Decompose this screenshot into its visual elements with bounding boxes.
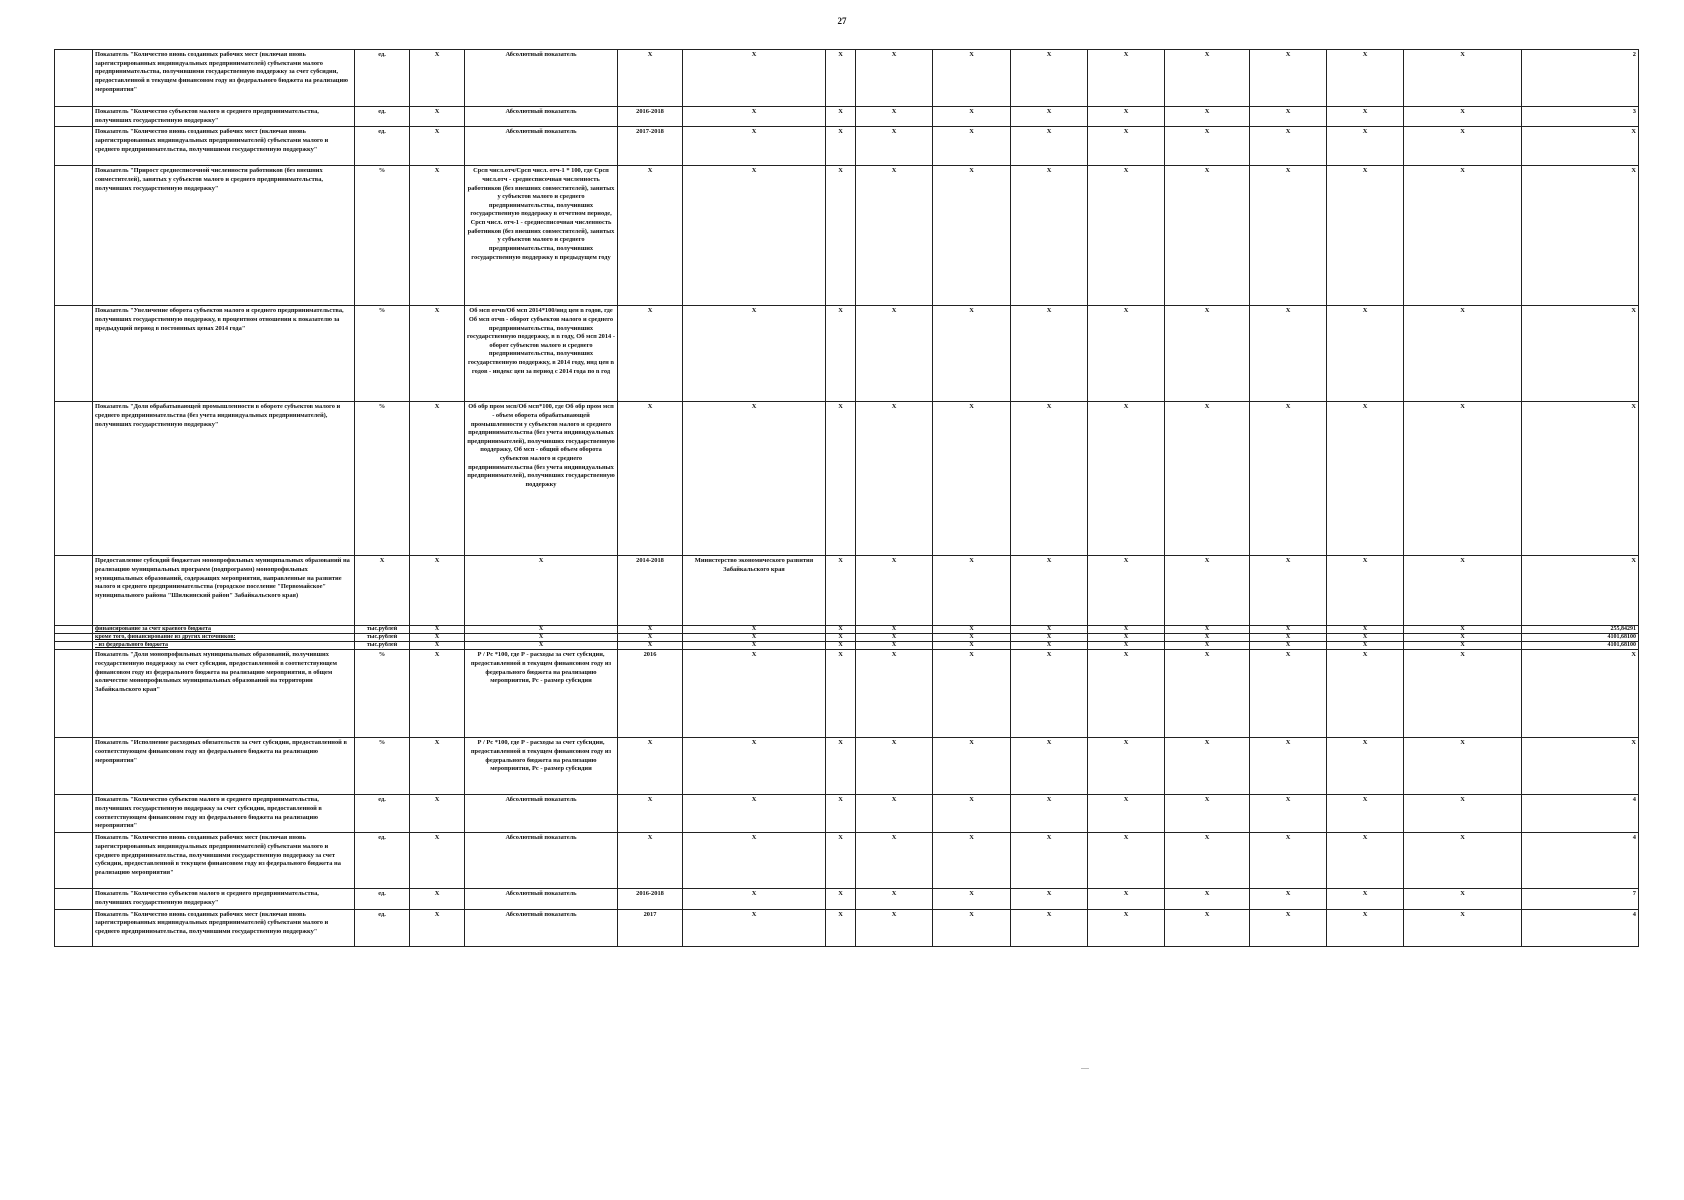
value-cell: X <box>1250 107 1327 127</box>
executor-cell: X <box>683 738 826 795</box>
page-number: 27 <box>837 16 847 26</box>
value-cell: X <box>856 889 933 909</box>
basis-cell: X <box>410 166 465 306</box>
executor-cell: X <box>683 650 826 738</box>
table-row <box>55 833 1639 889</box>
value-cell: X <box>1011 795 1088 833</box>
value-cell: X <box>1165 642 1250 650</box>
unit-cell: % <box>355 650 410 738</box>
value-cell: X <box>856 909 933 946</box>
indicator-name: Показатель "Доля монопрофильных муниципальных образований, получивших государственную поддержку за счет субсидии, предоставленной в соответствующем финансовом году из федерального бюджета на реализацию мероприятия, в общем количестве монопрофильных муниципальных образований на территории Забайкальского края" <box>93 650 355 738</box>
basis-cell: X <box>410 642 465 650</box>
value-cell: X <box>1165 50 1250 107</box>
formula-cell: Об мсп отчn/Об мсп 2014*100/инд цен n годов, где Об мсп отчn - оборот субъектов малого и среднего предпринимательства, получивших государственную поддержку, в n году, Об мсп 2014 - оборот субъектов малого и среднего предпринимательства, получивших государственную поддержку, в 2014 году, инд цен n годов - индекс цен за период с 2014 года по n год <box>465 306 618 402</box>
value-cell: X <box>933 402 1011 556</box>
total-value-cell: 4101,68100 <box>1522 642 1639 650</box>
indicator-name: Показатель "Доля обрабатывающей промышленности в обороте субъектов малого и среднего предпринимательства (без учета индивидуальных предпринимателей), получивших государственную поддержку" <box>93 402 355 556</box>
value-cell: X <box>1327 889 1404 909</box>
value-cell: X <box>933 166 1011 306</box>
value-cell: X <box>1404 650 1522 738</box>
unit-cell: тыс.рублей <box>355 642 410 650</box>
value-cell: X <box>1250 556 1327 626</box>
value-cell: X <box>933 738 1011 795</box>
period-cell: X <box>618 50 683 107</box>
total-value-cell: 4101,68100 <box>1522 634 1639 642</box>
unit-cell: % <box>355 306 410 402</box>
basis-cell: X <box>410 738 465 795</box>
value-cell: X <box>933 889 1011 909</box>
value-cell: X <box>1165 889 1250 909</box>
executor-cell: X <box>683 889 826 909</box>
value-cell: X <box>1088 306 1165 402</box>
value-cell: X <box>1011 127 1088 166</box>
value-cell: X <box>856 50 933 107</box>
period-cell: X <box>618 166 683 306</box>
value-cell: X <box>1011 306 1088 402</box>
basis-cell: X <box>410 909 465 946</box>
unit-cell: % <box>355 166 410 306</box>
empty-cell <box>55 909 93 946</box>
value-cell: X <box>1404 50 1522 107</box>
formula-cell: X <box>465 634 618 642</box>
value-cell: X <box>1088 738 1165 795</box>
value-cell: X <box>826 795 856 833</box>
value-cell: X <box>1011 634 1088 642</box>
unit-cell: ед. <box>355 127 410 166</box>
total-value-cell: X <box>1522 738 1639 795</box>
indicator-name: Показатель "Количество субъектов малого и среднего предпринимательства, получивших государственную поддержку" <box>93 889 355 909</box>
empty-cell <box>55 127 93 166</box>
value-cell: X <box>1011 889 1088 909</box>
value-cell: X <box>826 833 856 889</box>
value-cell: X <box>826 889 856 909</box>
value-cell: X <box>933 909 1011 946</box>
executor-cell: X <box>683 634 826 642</box>
value-cell: X <box>1250 402 1327 556</box>
value-cell: X <box>933 107 1011 127</box>
unit-cell: тыс.рублей <box>355 634 410 642</box>
basis-cell: X <box>410 634 465 642</box>
unit-cell: ед. <box>355 50 410 107</box>
value-cell: X <box>1088 50 1165 107</box>
value-cell: X <box>1404 642 1522 650</box>
unit-cell: ед. <box>355 833 410 889</box>
indicator-name: Показатель "Увеличение оборота субъектов малого и среднего предпринимательства, получивших государственную поддержку, в процентном отношении к показателю за предыдущий период в постоянных ценах 2014 года" <box>93 306 355 402</box>
executor-cell: X <box>683 909 826 946</box>
empty-cell <box>55 306 93 402</box>
value-cell: X <box>1250 127 1327 166</box>
value-cell: X <box>1250 650 1327 738</box>
total-value-cell: X <box>1522 127 1639 166</box>
value-cell: X <box>1250 738 1327 795</box>
indicator-name: - из федерального бюджета <box>93 642 355 650</box>
formula-cell: Абсолютный показатель <box>465 889 618 909</box>
value-cell: X <box>826 402 856 556</box>
value-cell: X <box>1011 556 1088 626</box>
value-cell: X <box>826 634 856 642</box>
value-cell: X <box>1011 738 1088 795</box>
period-cell: 2017-2018 <box>618 127 683 166</box>
unit-cell: X <box>355 556 410 626</box>
basis-cell: X <box>410 795 465 833</box>
value-cell: X <box>933 626 1011 634</box>
executor-cell: X <box>683 166 826 306</box>
executor-cell: X <box>683 306 826 402</box>
value-cell: X <box>856 306 933 402</box>
value-cell: X <box>933 795 1011 833</box>
table-row <box>55 642 1639 650</box>
value-cell: X <box>1088 642 1165 650</box>
table-row <box>55 889 1639 909</box>
value-cell: X <box>1327 556 1404 626</box>
indicator-name: Показатель "Количество субъектов малого и среднего предпринимательства, получивших государственную поддержку" <box>93 107 355 127</box>
indicator-name: Показатель "Количество вновь созданных рабочих мест (включая вновь зарегистрированных индивидуальных предпринимателей) субъектами малого и среднего предпринимательства, получившими государственную поддержку" <box>93 909 355 946</box>
value-cell: X <box>826 650 856 738</box>
formula-cell: Срсп числ.отч/Срсп числ. отч-1 * 100, где Срсп числ.отч - среднесписочная численность работников (без внешних совместителей), занятых у субъектов малого и среднего предпринимательства, получивших государственную поддержку в отчетном периоде, Срсп числ. отч-1 - среднесписочная численность работников (без внешних совместителей), занятых у субъектов малого и среднего предпринимательства, получивших государственную поддержку в предыдущем году <box>465 166 618 306</box>
value-cell: X <box>1404 166 1522 306</box>
value-cell: X <box>1250 833 1327 889</box>
value-cell: X <box>826 50 856 107</box>
total-value-cell: X <box>1522 650 1639 738</box>
value-cell: X <box>826 738 856 795</box>
value-cell: X <box>1165 833 1250 889</box>
basis-cell: X <box>410 50 465 107</box>
value-cell: X <box>1011 166 1088 306</box>
period-cell: X <box>618 402 683 556</box>
empty-cell <box>55 402 93 556</box>
formula-cell: X <box>465 626 618 634</box>
indicator-name: Показатель "Исполнение расходных обязательств за счет субсидии, предоставленной в соответствующем финансовом году из федерального бюджета на реализацию мероприятия" <box>93 738 355 795</box>
value-cell: X <box>856 402 933 556</box>
period-cell: 2016 <box>618 650 683 738</box>
formula-cell: X <box>465 556 618 626</box>
indicators-table <box>54 49 1639 947</box>
value-cell: X <box>1327 306 1404 402</box>
value-cell: X <box>1327 795 1404 833</box>
period-cell: X <box>618 738 683 795</box>
empty-cell <box>55 650 93 738</box>
executor-cell: X <box>683 626 826 634</box>
basis-cell: X <box>410 833 465 889</box>
unit-cell: тыс.рублей <box>355 626 410 634</box>
total-value-cell: 7 <box>1522 889 1639 909</box>
value-cell: X <box>1250 909 1327 946</box>
period-cell: 2016-2018 <box>618 107 683 127</box>
value-cell: X <box>1011 650 1088 738</box>
value-cell: X <box>826 556 856 626</box>
value-cell: X <box>1165 650 1250 738</box>
value-cell: X <box>1327 626 1404 634</box>
value-cell: X <box>1327 738 1404 795</box>
value-cell: X <box>856 556 933 626</box>
unit-cell: % <box>355 402 410 556</box>
value-cell: X <box>1404 626 1522 634</box>
table-row <box>55 626 1639 634</box>
value-cell: X <box>1088 634 1165 642</box>
basis-cell: X <box>410 556 465 626</box>
value-cell: X <box>826 166 856 306</box>
value-cell: X <box>1165 738 1250 795</box>
executor-cell: X <box>683 50 826 107</box>
value-cell: X <box>1404 107 1522 127</box>
value-cell: X <box>1165 306 1250 402</box>
value-cell: X <box>933 642 1011 650</box>
value-cell: X <box>1404 127 1522 166</box>
value-cell: X <box>1327 634 1404 642</box>
value-cell: X <box>933 127 1011 166</box>
executor-cell: X <box>683 107 826 127</box>
basis-cell: X <box>410 306 465 402</box>
total-value-cell: 255,84291 <box>1522 626 1639 634</box>
value-cell: X <box>1088 795 1165 833</box>
value-cell: X <box>826 127 856 166</box>
value-cell: X <box>1088 402 1165 556</box>
executor-cell: X <box>683 127 826 166</box>
table-row <box>55 909 1639 946</box>
empty-cell <box>55 795 93 833</box>
value-cell: X <box>1327 127 1404 166</box>
period-cell: X <box>618 626 683 634</box>
value-cell: X <box>933 556 1011 626</box>
scan-mark <box>1081 1068 1089 1069</box>
indicator-name: кроме того, финансирование из других источников: <box>93 634 355 642</box>
table-row <box>55 556 1639 626</box>
value-cell: X <box>1404 889 1522 909</box>
table-row <box>55 166 1639 306</box>
value-cell: X <box>856 634 933 642</box>
value-cell: X <box>1011 833 1088 889</box>
period-cell: X <box>618 642 683 650</box>
executor-cell: X <box>683 402 826 556</box>
executor-cell: X <box>683 833 826 889</box>
value-cell: X <box>1327 650 1404 738</box>
value-cell: X <box>1011 50 1088 107</box>
empty-cell <box>55 50 93 107</box>
indicator-name: финансирование за счет краевого бюджета <box>93 626 355 634</box>
total-value-cell: X <box>1522 556 1639 626</box>
value-cell: X <box>1088 889 1165 909</box>
value-cell: X <box>1250 166 1327 306</box>
value-cell: X <box>1327 402 1404 556</box>
value-cell: X <box>1404 795 1522 833</box>
value-cell: X <box>1250 634 1327 642</box>
executor-cell: X <box>683 642 826 650</box>
value-cell: X <box>1011 642 1088 650</box>
value-cell: X <box>1250 50 1327 107</box>
value-cell: X <box>1011 909 1088 946</box>
table-row <box>55 107 1639 127</box>
formula-cell: X <box>465 642 618 650</box>
value-cell: X <box>933 306 1011 402</box>
value-cell: X <box>826 626 856 634</box>
total-value-cell: X <box>1522 166 1639 306</box>
value-cell: X <box>856 166 933 306</box>
value-cell: X <box>1088 626 1165 634</box>
total-value-cell: 2 <box>1522 50 1639 107</box>
value-cell: X <box>1404 306 1522 402</box>
value-cell: X <box>1165 107 1250 127</box>
period-cell: X <box>618 306 683 402</box>
empty-cell <box>55 107 93 127</box>
empty-cell <box>55 889 93 909</box>
value-cell: X <box>1088 833 1165 889</box>
value-cell: X <box>1165 795 1250 833</box>
value-cell: X <box>856 833 933 889</box>
formula-cell: Р / Рс *100, где Р - расходы за счет субсидии, предоставленной в текущем финансовом году из федерального бюджета на реализацию мероприятия, Рс - размер субсидии <box>465 650 618 738</box>
indicator-name: Показатель "Количество вновь созданных рабочих мест (включая вновь зарегистрированных индивидуальных предпринимателей) субъектами малого и среднего предпринимательства, получившими государственную поддержку" <box>93 127 355 166</box>
table-row <box>55 650 1639 738</box>
value-cell: X <box>1327 642 1404 650</box>
value-cell: X <box>1088 909 1165 946</box>
period-cell: X <box>618 833 683 889</box>
value-cell: X <box>1250 306 1327 402</box>
formula-cell: Абсолютный показатель <box>465 795 618 833</box>
value-cell: X <box>1165 909 1250 946</box>
value-cell: X <box>1404 556 1522 626</box>
total-value-cell: 4 <box>1522 909 1639 946</box>
unit-cell: ед. <box>355 795 410 833</box>
indicator-name: Показатель "Прирост среднесписочной численности работников (без внешних совместителей), занятых у субъектов малого и среднего предпринимательства, получивших государственную поддержку" <box>93 166 355 306</box>
empty-cell <box>55 642 93 650</box>
unit-cell: ед. <box>355 889 410 909</box>
period-cell: 2016-2018 <box>618 889 683 909</box>
value-cell: X <box>933 634 1011 642</box>
value-cell: X <box>1327 833 1404 889</box>
total-value-cell: 4 <box>1522 833 1639 889</box>
basis-cell: X <box>410 650 465 738</box>
empty-cell <box>55 738 93 795</box>
value-cell: X <box>1088 166 1165 306</box>
formula-cell: Абсолютный показатель <box>465 909 618 946</box>
value-cell: X <box>1165 166 1250 306</box>
value-cell: X <box>1250 795 1327 833</box>
formula-cell: Абсолютный показатель <box>465 50 618 107</box>
total-value-cell: X <box>1522 402 1639 556</box>
value-cell: X <box>1404 833 1522 889</box>
period-cell: X <box>618 634 683 642</box>
value-cell: X <box>856 626 933 634</box>
value-cell: X <box>1011 626 1088 634</box>
value-cell: X <box>856 738 933 795</box>
value-cell: X <box>1165 634 1250 642</box>
value-cell: X <box>1327 107 1404 127</box>
table-row <box>55 738 1639 795</box>
value-cell: X <box>933 650 1011 738</box>
total-value-cell: 4 <box>1522 795 1639 833</box>
basis-cell: X <box>410 889 465 909</box>
period-cell: X <box>618 795 683 833</box>
total-value-cell: X <box>1522 306 1639 402</box>
value-cell: X <box>826 306 856 402</box>
value-cell: X <box>856 127 933 166</box>
table-row <box>55 795 1639 833</box>
indicator-name: Показатель "Количество вновь созданных рабочих мест (включая вновь зарегистрированных индивидуальных предпринимателей) субъектами малого и среднего предпринимательства, получившими государственную поддержку за счет субсидии, предоставленной в текущем финансовом году из федерального бюджета на реализацию мероприятия" <box>93 833 355 889</box>
value-cell: X <box>826 107 856 127</box>
table-row <box>55 306 1639 402</box>
unit-cell: ед. <box>355 107 410 127</box>
value-cell: X <box>933 50 1011 107</box>
table-row <box>55 127 1639 166</box>
indicator-name: Предоставление субсидий бюджетам монопрофильных муниципальных образований на реализацию муниципальных программ (подпрограмм) монопрофильных муниципальных образований, содержащих мероприятия, направленные на развитие малого и среднего предпринимательства (городское поселение "Первомайское" муниципального района "Шилкинский район" Забайкальского края) <box>93 556 355 626</box>
basis-cell: X <box>410 107 465 127</box>
value-cell: X <box>1327 909 1404 946</box>
executor-cell: X <box>683 795 826 833</box>
value-cell: X <box>1165 402 1250 556</box>
value-cell: X <box>1404 738 1522 795</box>
value-cell: X <box>1165 626 1250 634</box>
unit-cell: % <box>355 738 410 795</box>
basis-cell: X <box>410 626 465 634</box>
value-cell: X <box>856 107 933 127</box>
value-cell: X <box>1088 127 1165 166</box>
indicator-name: Показатель "Количество субъектов малого и среднего предпринимательства, получивших государственную поддержку за счет субсидии, предоставленной в соответствующем финансовом году из федерального бюджета на реализацию мероприятия" <box>93 795 355 833</box>
value-cell: X <box>1250 626 1327 634</box>
basis-cell: X <box>410 402 465 556</box>
value-cell: X <box>1404 634 1522 642</box>
value-cell: X <box>826 909 856 946</box>
formula-cell: Абсолютный показатель <box>465 833 618 889</box>
table-row <box>55 50 1639 107</box>
empty-cell <box>55 556 93 626</box>
value-cell: X <box>1404 909 1522 946</box>
indicator-name: Показатель "Количество вновь созданных рабочих мест (включая вновь зарегистрированных индивидуальных предпринимателей) субъектами малого предпринимательства, получившими государственную поддержку за счет субсидии, предоставленной в текущем финансовом году из федерального бюджета на реализацию мероприятия" <box>93 50 355 107</box>
empty-cell <box>55 166 93 306</box>
formula-cell: Об обр пром мсп/Об мсп*100, где Об обр пром мсп - объем оборота обрабатывающей промышленности у субъектов малого и среднего предпринимательства (без учета индивидуальных предпринимателей), получивших государственную поддержку, Об мсп - общий объем оборота субъектов малого и среднего предпринимательства (без учета индивидуальных предпринимателей), получивших государственную поддержку <box>465 402 618 556</box>
formula-cell: Абсолютный показатель <box>465 127 618 166</box>
value-cell: X <box>1250 889 1327 909</box>
table-row <box>55 402 1639 556</box>
value-cell: X <box>1327 166 1404 306</box>
value-cell: X <box>1088 556 1165 626</box>
executor-cell: Министерство экономического развития Забайкальского края <box>683 556 826 626</box>
empty-cell <box>55 833 93 889</box>
table-row <box>55 634 1639 642</box>
value-cell: X <box>1011 107 1088 127</box>
value-cell: X <box>1165 556 1250 626</box>
period-cell: 2014-2018 <box>618 556 683 626</box>
value-cell: X <box>1250 642 1327 650</box>
empty-cell <box>55 634 93 642</box>
value-cell: X <box>1011 402 1088 556</box>
value-cell: X <box>933 833 1011 889</box>
value-cell: X <box>856 642 933 650</box>
formula-cell: Абсолютный показатель <box>465 107 618 127</box>
value-cell: X <box>856 795 933 833</box>
total-value-cell: 3 <box>1522 107 1639 127</box>
empty-cell <box>55 626 93 634</box>
value-cell: X <box>1327 50 1404 107</box>
value-cell: X <box>1404 402 1522 556</box>
basis-cell: X <box>410 127 465 166</box>
unit-cell: ед. <box>355 909 410 946</box>
value-cell: X <box>1165 127 1250 166</box>
formula-cell: Р / Рс *100, где Р - расходы за счет субсидии, предоставленной в текущем финансовом году из федерального бюджета на реализацию мероприятия, Рс - размер субсидии <box>465 738 618 795</box>
value-cell: X <box>856 650 933 738</box>
value-cell: X <box>826 642 856 650</box>
value-cell: X <box>1088 650 1165 738</box>
value-cell: X <box>1088 107 1165 127</box>
period-cell: 2017 <box>618 909 683 946</box>
